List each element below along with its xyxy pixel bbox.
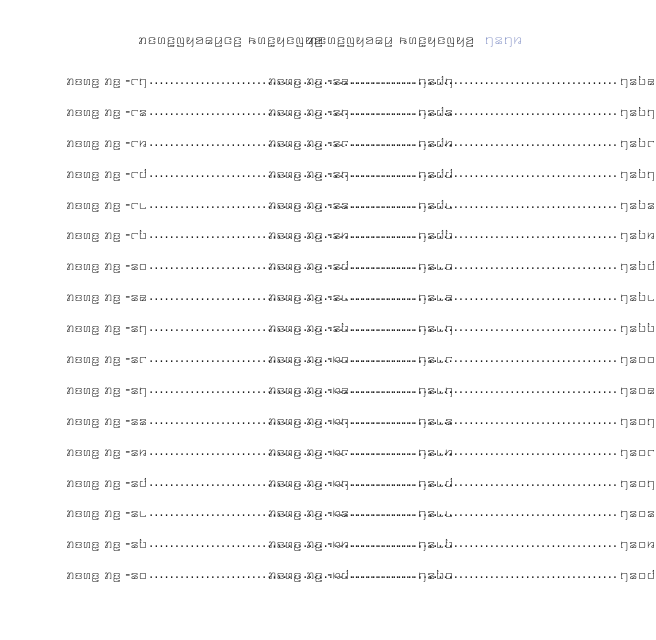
toc-entry-page: ꤄꤃꤀꤁ [620,381,656,398]
dot-leader [351,66,618,97]
toc-entry-page: ꤄꤃꤉꤆ [620,227,656,244]
toc-entry-label: ꤊꤢꤛꤢ꤭ ꤊꤢ꤭ -꤃꤁ [268,73,350,89]
toc-entry[interactable] [268,159,656,190]
dot-leader [351,282,618,313]
toc-entry-page: ꤄꤃꤈꤄ [418,381,454,398]
dot-leader [351,97,618,128]
toc-entry[interactable] [268,190,656,221]
dot-leader [351,251,618,282]
header-left-title: ꤊꤢꤛꤢ꤭ꤜꤟꤤꤘꤣ꤬ꤍꤢ꤬ ꤒꤛꤢ꤭ꤟꤢꤜꤟꤤ꤬ [138,30,324,48]
toc-entry-label: ꤊꤢꤛꤢ꤭ ꤊꤢ꤭ -꤃꤀ [66,258,148,275]
toc-entry-page: ꤄꤃꤇꤈ [418,196,454,213]
toc-entry-label: ꤊꤢꤛꤢ꤭ ꤊꤢ꤭ -꤆꤀ [268,351,350,368]
header-right [308,30,523,48]
toc-entry-label: ꤊꤢꤛꤢ꤭ ꤊꤢ꤭ -꤃꤄ [66,320,148,337]
toc-entry[interactable] [268,406,656,437]
toc-entry-label: ꤊꤢꤛꤢ꤭ ꤊꤢ꤭ -꤅꤆ [66,134,148,151]
dot-leader [351,220,618,251]
toc-entry-page: ꤄꤃꤀꤀ [620,351,656,368]
toc-entry-label: ꤊꤢꤛꤢ꤭ ꤊꤢ꤭ -꤆꤄ [268,412,350,429]
toc-entry[interactable] [268,66,656,97]
dot-leader [351,560,618,591]
toc-entry-label: ꤊꤢꤛꤢ꤭ ꤊꤢ꤭ -꤆꤅ [268,443,350,460]
toc-entry-page: ꤄꤃꤉꤈ [620,289,656,306]
dot-leader [351,498,618,529]
toc-entry-label: ꤊꤢꤛꤢ꤭ ꤊꤢ꤭ -꤃꤃ [268,196,350,213]
dot-leader [351,344,618,375]
toc-entry[interactable] [268,375,656,406]
toc-entry-page: ꤄꤃꤇꤆ [418,134,454,151]
header-right-title: ꤊꤢꤛꤢ꤭ꤜꤟꤤꤘꤣ꤬ ꤒꤛꤢ꤭ꤟꤢꤜꤟꤤ꤬ [308,30,475,48]
toc-entry-label: ꤊꤢꤛꤢ꤭ ꤊꤢ꤭ -꤅꤃ [66,103,148,120]
dot-leader [351,313,618,344]
toc-entry-page: ꤄꤃꤉꤇ [620,258,656,275]
toc-entry-page: ꤄꤃꤉꤉ [620,320,656,337]
toc-entry[interactable] [268,529,656,560]
dot-leader [351,468,618,499]
toc-entry-label: ꤊꤢꤛꤢ꤭ ꤊꤢ꤭ -꤆꤁ [268,381,350,398]
toc-entry-label: ꤊꤢꤛꤢ꤭ ꤊꤢ꤭ -꤃꤄ [66,381,148,398]
toc-entry-page: ꤄꤃꤇꤄ [418,73,454,89]
toc-entry[interactable] [268,313,656,344]
toc-entry-page: ꤄꤃꤈꤈ [418,505,454,522]
toc-entry-page: ꤄꤃꤀꤃ [620,505,656,522]
dot-leader [351,375,618,406]
toc-entry-label: ꤊꤢꤛꤢ꤭ ꤊꤢ꤭ -꤅꤄ [66,73,148,89]
dot-leader [351,159,618,190]
toc-entry-label: ꤊꤢꤛꤢ꤭ ꤊꤢ꤭ -꤃꤄ [268,165,350,182]
toc-entry-page: ꤄꤃꤈꤃ [418,412,454,429]
toc-entry-label: ꤊꤢꤛꤢ꤭ ꤊꤢ꤭ -꤃꤀ [66,567,148,584]
toc-entry-label: ꤊꤢꤛꤢ꤭ ꤊꤢ꤭ -꤃꤈ [268,289,350,306]
toc-entry-label: ꤊꤢꤛꤢ꤭ ꤊꤢ꤭ -꤃꤆ [66,443,148,460]
toc-entry-label: ꤊꤢꤛꤢ꤭ ꤊꤢ꤭ -꤃꤆ [268,227,350,244]
toc-entry[interactable] [268,97,656,128]
toc-entry-page: ꤄꤃꤉꤁ [620,73,656,89]
toc-entry-page: ꤄꤃꤈꤀ [418,258,454,275]
toc-entry[interactable] [268,468,656,499]
toc-entry-page: ꤄꤃꤀꤄ [620,412,656,429]
toc-entry-label: ꤊꤢꤛꤢ꤭ ꤊꤢ꤭ -꤃꤅ [268,134,350,151]
toc-entry[interactable] [268,498,656,529]
toc-entry[interactable] [268,282,656,313]
toc-entry-page: ꤄꤃꤀꤆ [620,536,656,553]
toc-entry-label: ꤊꤢꤛꤢ꤭ ꤊꤢ꤭ -꤃꤉ [268,320,350,337]
toc-entry-page: ꤄꤃꤉꤀ [418,567,454,584]
toc-entry-page: ꤄꤃꤉꤅ [620,134,656,151]
toc-entry-label: ꤊꤢꤛꤢ꤭ ꤊꤢ꤭ -꤅꤉ [66,227,148,244]
toc-entry-page: ꤄꤃꤉꤄ [620,103,656,120]
toc-entry-page: ꤄꤃꤈꤅ [418,351,454,368]
toc-entry-label: ꤊꤢꤛꤢ꤭ ꤊꤢ꤭ -꤆꤃ [268,505,350,522]
toc-entry-page: ꤄꤃꤀꤄ [620,474,656,491]
toc-entry[interactable] [268,128,656,159]
toc-entry-label: ꤊꤢꤛꤢ꤭ ꤊꤢ꤭ -꤃꤉ [66,536,148,553]
toc-entry-page: ꤄꤃꤇꤇ [418,165,454,182]
toc-entry-label: ꤊꤢꤛꤢ꤭ ꤊꤢ꤭ -꤃꤃ [66,412,148,429]
dot-leader [351,128,618,159]
toc-entry-page: ꤄꤃꤈꤆ [418,443,454,460]
page-number: ꤄꤃꤄꤆ [484,30,523,48]
toc-entry[interactable] [268,251,656,282]
dot-leader [351,190,618,221]
toc-entry[interactable] [268,437,656,468]
toc-right-column [268,66,656,591]
toc-entry-page: ꤄꤃꤈꤄ [418,320,454,337]
toc-entry-page: ꤄꤃꤇꤉ [418,227,454,244]
toc-entry-label: ꤊꤢꤛꤢ꤭ ꤊꤢ꤭ -꤆꤇ [268,567,350,584]
toc-entry-label: ꤊꤢꤛꤢ꤭ ꤊꤢ꤭ -꤃꤈ [66,505,148,522]
toc-entry-page: ꤄꤃꤀꤅ [620,443,656,460]
toc-entry-page: ꤄꤃꤇꤃ [418,103,454,120]
dot-leader [351,529,618,560]
toc-entry[interactable] [268,220,656,251]
dot-leader [351,437,618,468]
dot-leader [351,406,618,437]
toc-entry-label: ꤊꤢꤛꤢ꤭ ꤊꤢ꤭ -꤆꤄ [268,474,350,491]
toc-entry-page: ꤄꤃꤈꤉ [418,536,454,553]
toc-entry-label: ꤊꤢꤛꤢ꤭ ꤊꤢ꤭ -꤅꤈ [66,196,148,213]
toc-entry[interactable] [268,560,656,591]
toc-entry-label: ꤊꤢꤛꤢ꤭ ꤊꤢ꤭ -꤃꤁ [66,289,148,306]
toc-entry-label: ꤊꤢꤛꤢ꤭ ꤊꤢ꤭ -꤅꤇ [66,165,148,182]
toc-entry-label: ꤊꤢꤛꤢ꤭ ꤊꤢ꤭ -꤃꤇ [268,258,350,275]
page-header [0,30,523,60]
toc-entry-label: ꤊꤢꤛꤢ꤭ ꤊꤢ꤭ -꤆꤆ [268,536,350,553]
toc-entry-label: ꤊꤢꤛꤢ꤭ ꤊꤢ꤭ -꤃꤇ [66,474,148,491]
toc-entry-page: ꤄꤃꤉꤃ [620,196,656,213]
toc-entry-page: ꤄꤃꤈꤇ [418,474,454,491]
toc-entry-label: ꤊꤢꤛꤢ꤭ ꤊꤢ꤭ -꤃꤄ [268,103,350,120]
toc-entry-page: ꤄꤃꤈꤁ [418,289,454,306]
toc-entry[interactable] [268,344,656,375]
toc-entry-page: ꤄꤃꤀꤇ [620,567,656,584]
toc-entry-page: ꤄꤃꤉꤄ [620,165,656,182]
toc-entry-label: ꤊꤢꤛꤢ꤭ ꤊꤢ꤭ -꤃꤅ [66,351,148,368]
